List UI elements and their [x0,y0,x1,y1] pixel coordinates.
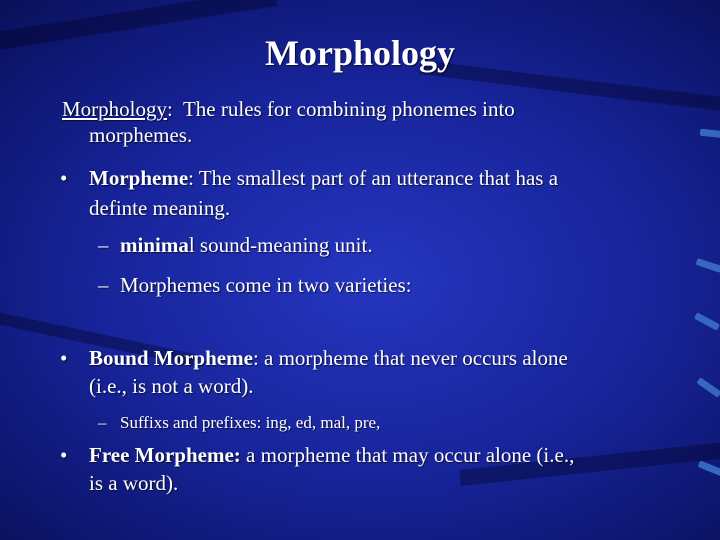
bullet-bound-morpheme-continued [89,373,253,399]
bullet-marker: • [60,166,68,190]
sub-bullet-text: Suffixs and prefixes: ing, ed, mal, pre, [120,413,381,432]
bullet-term: Morpheme [89,166,189,190]
bullet-bound-morpheme [60,345,568,371]
sub-bullet-text: l sound-meaning unit. [188,233,373,257]
edge-mark [698,460,720,476]
sub-bullet-varieties [98,272,412,298]
slide-title: Morphology [264,33,455,73]
bullet-text: a morpheme that may occur alone (i.e., [240,443,575,467]
bullet-morpheme-continued [89,195,230,221]
sub-bullet-minimal [98,232,373,258]
intro-sep: : [167,97,173,121]
sub-bullet-marker: – [98,273,109,297]
bullet-marker: • [60,443,68,467]
edge-mark [696,377,720,398]
bullet-term: Free Morpheme: [89,443,241,467]
bullet-text: : a morpheme that never occurs alone [252,346,568,370]
bullet-morpheme [60,165,558,191]
sub-bullet-term: minima [120,233,189,257]
intro-line-2 [89,122,192,148]
intro-line-1 [62,96,515,122]
sub-bullet-suffixes [98,410,380,436]
sub-bullet-marker: – [98,413,107,432]
intro-text-continued: morphemes. [89,123,193,147]
bullet-marker: • [60,346,68,370]
edge-mark [694,312,720,330]
bullet-free-morpheme [60,442,574,468]
edge-mark [700,129,720,139]
bullet-text-continued: (i.e., is not a word). [89,374,254,398]
edge-mark [696,258,720,273]
intro-text: The rules for combining phonemes into [172,97,515,121]
intro-term: Morphology [62,97,167,121]
bullet-text: : The smallest part of an utterance that has a [188,166,559,190]
bullet-text-continued: is a word). [89,471,179,495]
sub-bullet-marker: – [98,233,109,257]
sub-bullet-text: Morphemes come in two varieties: [120,273,412,297]
bullet-term: Bound Morpheme [89,346,253,370]
bullet-free-morpheme-continued [89,470,178,496]
bullet-text-continued: definte meaning. [89,196,231,220]
